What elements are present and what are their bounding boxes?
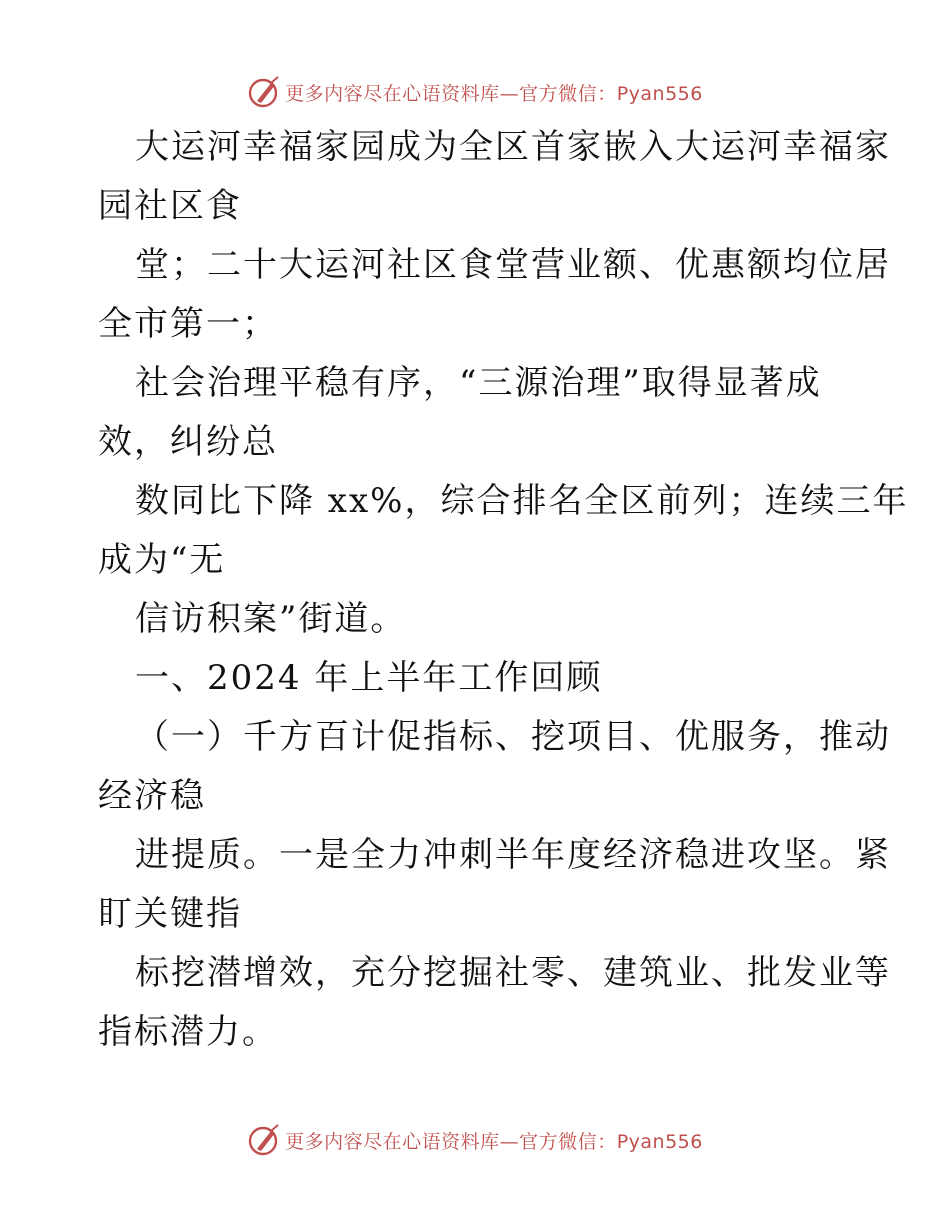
watermark-text <box>285 1127 703 1154</box>
watermark-wechat-label: 官方微信： <box>519 1130 617 1153</box>
body-line: 指标潜力。 <box>98 1012 278 1052</box>
watermark-title: 更多内容尽在心语资料库 <box>285 82 500 105</box>
watermark-title: 更多内容尽在心语资料库 <box>285 1130 500 1153</box>
header-watermark <box>0 70 950 114</box>
body-line: 进提质。一是全力冲刺半年度经济稳进攻坚。紧 <box>135 835 891 875</box>
watermark-dash: — <box>499 1130 520 1153</box>
body-line: 效，纠纷总 <box>98 422 278 462</box>
subsection-heading: （一）千方百计促指标、挖项目、优服务，推动 <box>135 717 891 757</box>
body-line: 大运河幸福家园成为全区首家嵌入大运河幸福家 <box>135 127 891 167</box>
body-line: 经济稳 <box>98 776 206 816</box>
footer-watermark <box>0 1118 950 1162</box>
body-line: 堂；二十大运河社区食堂营业额、优惠额均位居 <box>135 245 891 285</box>
body-line: 社会治理平稳有序，“三源治理”取得显著成 <box>135 363 822 403</box>
watermark-wechat-id: Pyan556 <box>616 1130 703 1153</box>
watermark-wechat-id: Pyan556 <box>616 82 703 105</box>
quill-logo-icon <box>247 1123 281 1157</box>
body-line: 成为“无 <box>98 540 226 580</box>
body-line: 数同比下降 xx%，综合排名全区前列；连续三年 <box>135 481 909 521</box>
watermark-wechat-label: 官方微信： <box>519 82 617 105</box>
body-line: 园社区食 <box>98 186 242 226</box>
body-line: 标挖潜增效，充分挖掘社零、建筑业、批发业等 <box>135 953 891 993</box>
quill-logo-icon <box>247 75 281 109</box>
watermark-dash: — <box>499 82 520 105</box>
body-line: 信访积案”街道。 <box>135 599 407 639</box>
section-heading: 一、2024 年上半年工作回顾 <box>135 658 603 698</box>
body-line: 全市第一； <box>98 304 278 344</box>
document-body <box>98 118 909 1062</box>
body-line: 盯关键指 <box>98 894 242 934</box>
watermark-text <box>285 79 703 106</box>
